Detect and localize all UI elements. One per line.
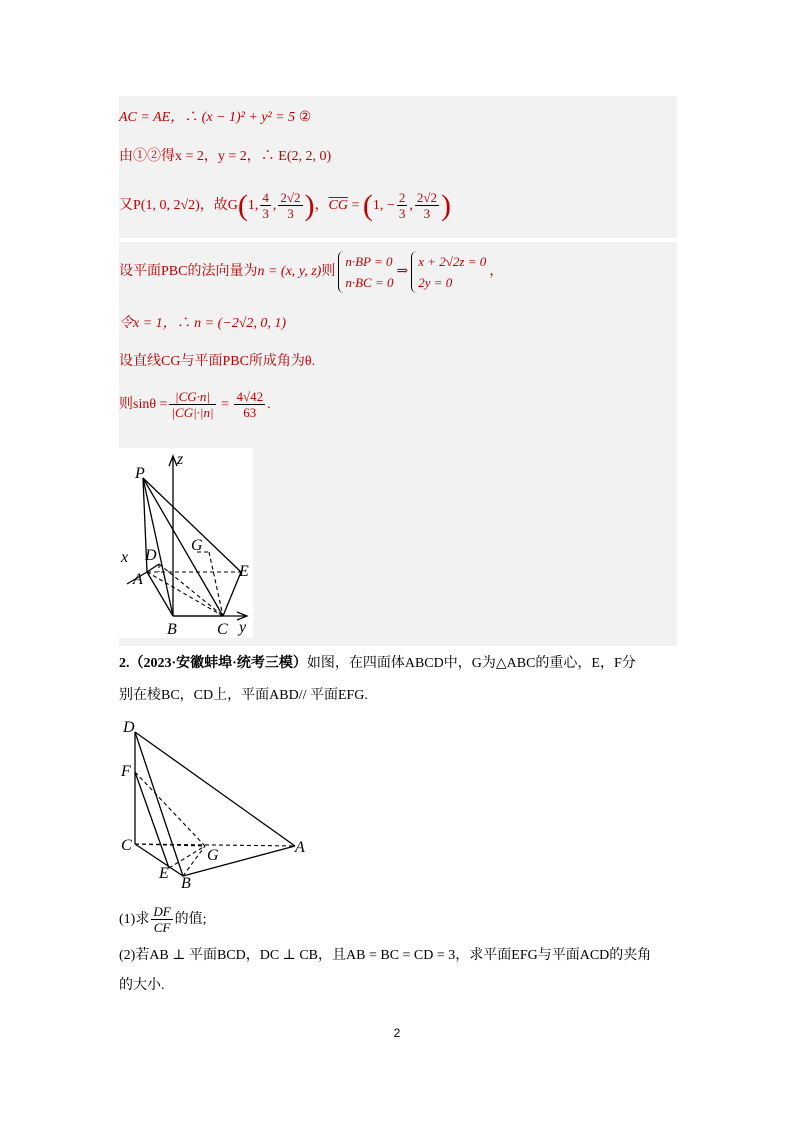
solution-line-7: 则sinθ = $\frac{|CG\cdot n|}{|CG|\cdot|n|}$ = $\frac{4√42}{63}$ .: [119, 389, 271, 421]
line1-text: AC = AE，∴ (x − 1)² + y² = 5: [119, 110, 296, 125]
sin-fraction: $\frac{|CG\cdot n|}{|CG|\cdot|n|}$: [171, 389, 214, 421]
fig1-label-z: z: [177, 451, 184, 468]
fig2-label-B: B: [181, 875, 191, 890]
fig2-label-G: G: [207, 847, 219, 864]
question-2-line-2: [119, 682, 368, 710]
solution-line-2: [119, 147, 331, 167]
solution-line-3: 又P(1, 0, 2√2)，故G(1, $\frac{4}{3}$ , $\frac{2√2}{3}$ )，$\overline{CG} = (1$, − $\frac{2}{3}$ , $\frac{2√2}{3}$ ): [119, 188, 451, 222]
question-2-part-2-line-2: 的大小.: [119, 978, 165, 993]
solution-line-6: [119, 352, 315, 372]
system-1: n·BP = 0 n·BC = 0: [338, 251, 393, 293]
fig2-label-C: C: [121, 837, 132, 854]
question-2-line-1: [119, 650, 636, 678]
question-text-1: 如图，在四面体ABCD中，G为△ABC的重心，E，F分: [306, 656, 636, 671]
line7-prefix: 则sinθ =: [119, 397, 168, 412]
question-2-part-2-line-1: (2)若AB ⊥ 平面BCD，DC ⊥ CB，且AB = BC = CD = 3，求平面EFG与平面ACD的夹角: [119, 948, 652, 963]
figure-1-pyramid: [119, 448, 253, 638]
g-frac-1: $\frac{4}{3}$: [262, 190, 269, 222]
cg-frac-2: $\frac{2√2}{3}$: [416, 190, 437, 222]
question-text-2: 别在棱BC，CD上，平面ABD// 平面EFG.: [119, 688, 368, 703]
fig1-label-C: C: [217, 621, 228, 638]
fig1-label-G: G: [191, 537, 203, 554]
question-2-part-1: (1)求 $\frac{DF}{CF}$ 的值;: [119, 904, 207, 936]
g-frac-2: $\frac{2√2}{3}$: [280, 190, 301, 222]
system-2: x + 2√2z = 0 2y = 0: [411, 251, 486, 293]
page-number: 2: [393, 1026, 401, 1040]
vector-cg: $\overline{CG}$: [328, 198, 348, 213]
fig1-label-y: y: [239, 619, 247, 636]
solution-line-4: 设平面PBC的法向量为n = (x, y, z)则n·BP = 0 n·BC = 0⇒x + 2√2z = 0 2y = 0，: [119, 250, 503, 294]
line2-text: 由①②得x = 2，y = 2，∴ E(2, 2, 0): [119, 149, 332, 164]
fig2-label-D: D: [123, 719, 135, 736]
cg-frac-1: $\frac{2}{3}$: [398, 190, 406, 222]
normal-vector-def: n = (x, y, z): [257, 264, 322, 279]
circled-number-2: ②: [298, 110, 312, 125]
g-coord-open: 1,: [247, 198, 259, 213]
line3-prefix: 又P(1, 0, 2√2)，故G: [119, 198, 238, 213]
fig2-label-F: F: [121, 763, 131, 780]
question-number: 2.: [119, 656, 130, 671]
fig2-label-A: A: [295, 839, 305, 856]
line5-text: 令x = 1，∴ n = (−2√2, 0, 1): [119, 316, 287, 331]
fig2-label-E: E: [159, 865, 169, 882]
cg-coord-open: 1, −: [372, 198, 395, 213]
line4-prefix: 设平面PBC的法向量为: [119, 264, 258, 279]
line6-text: 设直线CG与平面PBC所成角为θ.: [119, 354, 316, 369]
fig1-label-P: P: [135, 465, 145, 482]
solution-line-5: [119, 314, 286, 334]
fig1-label-A: A: [133, 571, 143, 588]
figure-2-tetrahedron: [119, 716, 319, 890]
fig1-label-D: D: [145, 547, 157, 564]
fig1-label-E: E: [239, 563, 249, 580]
implies-arrow: ⇒: [396, 264, 409, 279]
fig1-label-x: x: [121, 549, 129, 566]
df-cf-fraction: $\frac{DF}{CF}$: [153, 904, 171, 936]
sin-result: $\frac{4√42}{63}$: [236, 389, 264, 421]
question-source: （2023·安徽蚌埠·统考三模）: [129, 656, 307, 671]
solution-line-1: [119, 108, 311, 128]
fig1-label-B: B: [167, 621, 177, 638]
